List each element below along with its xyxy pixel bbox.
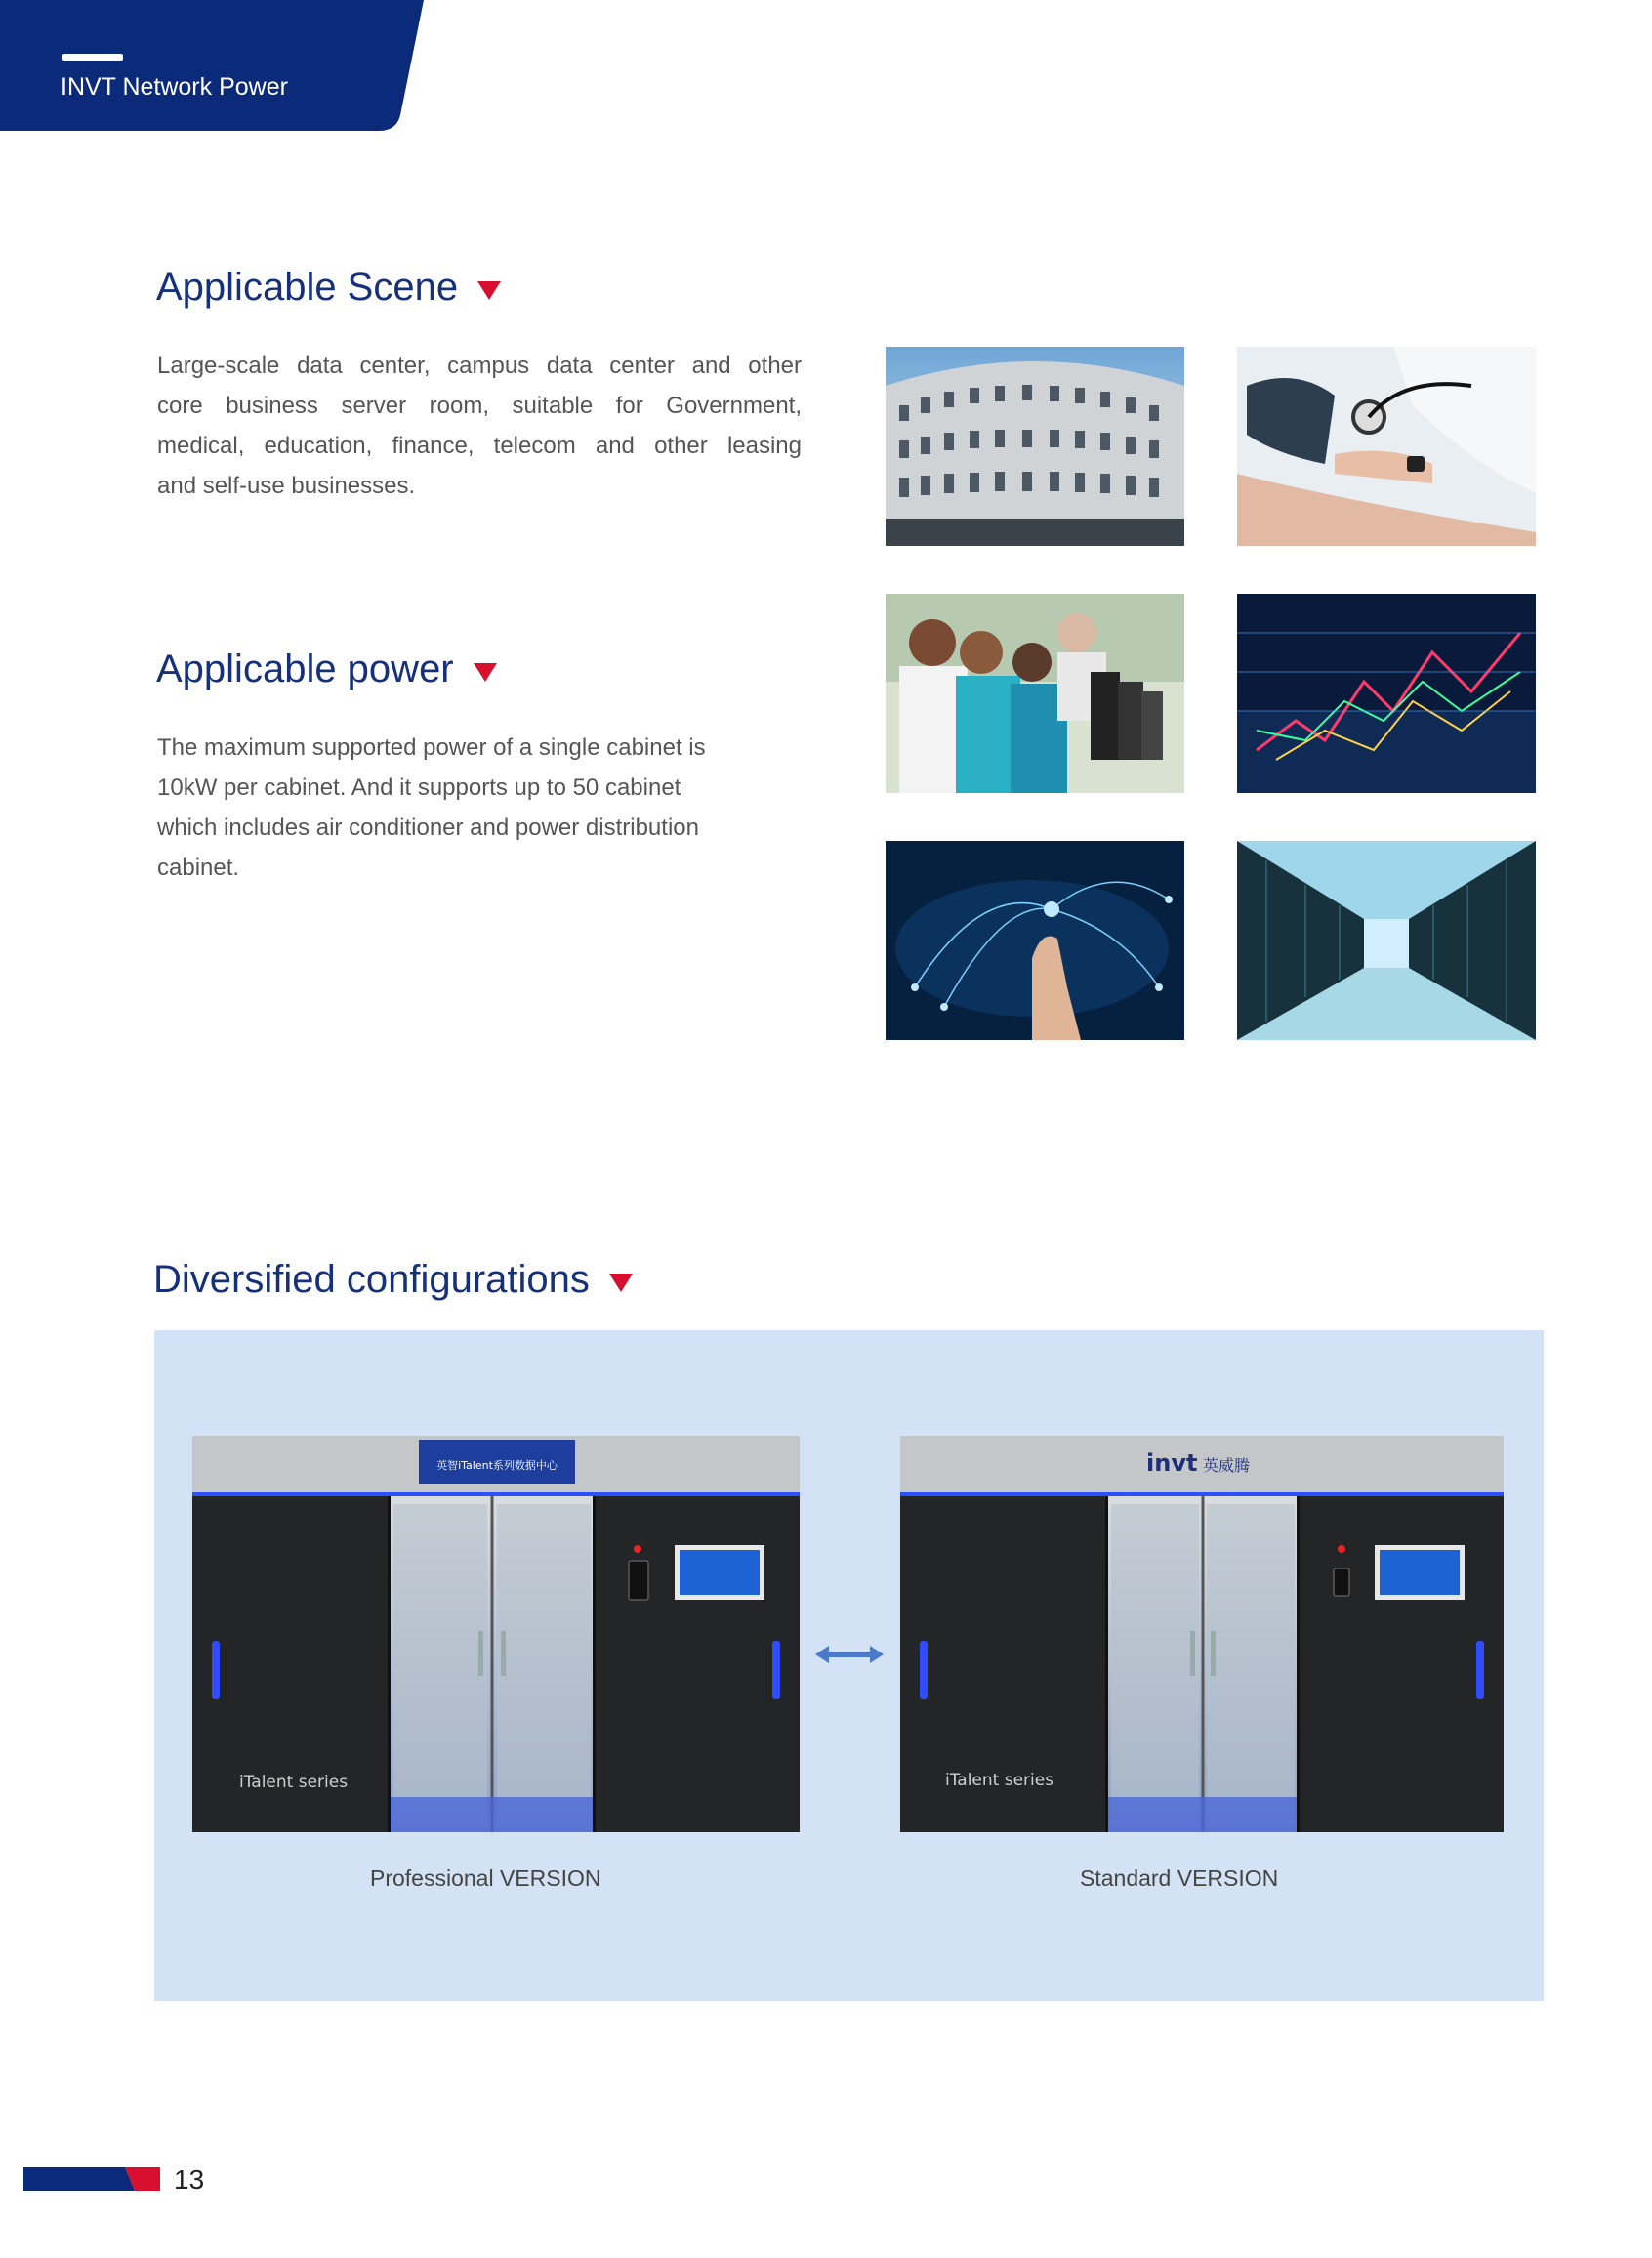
power-heading bbox=[156, 648, 497, 691]
standard-caption: Standard VERSION bbox=[1080, 1865, 1279, 1891]
professional-cabinet bbox=[192, 1436, 800, 1832]
standard-logo-cn: 英威腾 bbox=[1203, 1456, 1251, 1475]
scene-line: Large-scale data center, campus data center and other bbox=[157, 353, 802, 379]
footer-accent-bar bbox=[23, 2167, 160, 2191]
power-line: 10kW per cabinet. And it supports up to 50 cabinet bbox=[157, 774, 681, 801]
professional-series-label: iTalent series bbox=[239, 1773, 349, 1792]
configurations-heading bbox=[153, 1258, 633, 1302]
power-line: which includes air conditioner and power distribution bbox=[157, 815, 699, 841]
scene-heading bbox=[156, 266, 501, 310]
triangle-down-icon bbox=[609, 1274, 633, 1292]
global-network-touch-photo bbox=[886, 841, 1184, 1040]
professional-top-screen-text: 英智iTalent系列数据中心 bbox=[436, 1459, 558, 1472]
double-arrow-icon bbox=[815, 1644, 884, 1665]
scene-line: medical, education, finance, telecom and other leasing bbox=[157, 433, 802, 459]
scene-line: core business server room, suitable for Government, bbox=[157, 393, 802, 419]
building-photo bbox=[886, 347, 1184, 546]
power-paragraph bbox=[157, 728, 782, 888]
brand-name: INVT Network Power bbox=[61, 73, 288, 101]
power-line: cabinet. bbox=[157, 855, 240, 881]
header-tab bbox=[0, 0, 430, 133]
scene-line: and self-use businesses. bbox=[157, 473, 416, 499]
configurations-heading-text: Diversified configurations bbox=[153, 1258, 590, 1301]
triangle-down-icon bbox=[477, 281, 501, 300]
standard-series-label: iTalent series bbox=[945, 1771, 1054, 1790]
blood-pressure-photo bbox=[1237, 347, 1536, 546]
page-number: 13 bbox=[174, 2164, 205, 2195]
financial-chart-photo bbox=[1237, 594, 1536, 793]
scene-paragraph bbox=[157, 346, 802, 506]
power-heading-text: Applicable power bbox=[156, 648, 454, 690]
scene-heading-text: Applicable Scene bbox=[156, 266, 459, 309]
professional-caption: Professional VERSION bbox=[370, 1865, 601, 1891]
header-accent-bar bbox=[62, 54, 123, 61]
standard-cabinet bbox=[900, 1436, 1504, 1832]
server-aisle-photo bbox=[1237, 841, 1536, 1040]
classroom-computers-photo bbox=[886, 594, 1184, 793]
standard-logo-text: invt bbox=[1146, 1449, 1198, 1477]
power-line: The maximum supported power of a single cabinet is bbox=[157, 734, 706, 761]
triangle-down-icon bbox=[474, 663, 497, 682]
